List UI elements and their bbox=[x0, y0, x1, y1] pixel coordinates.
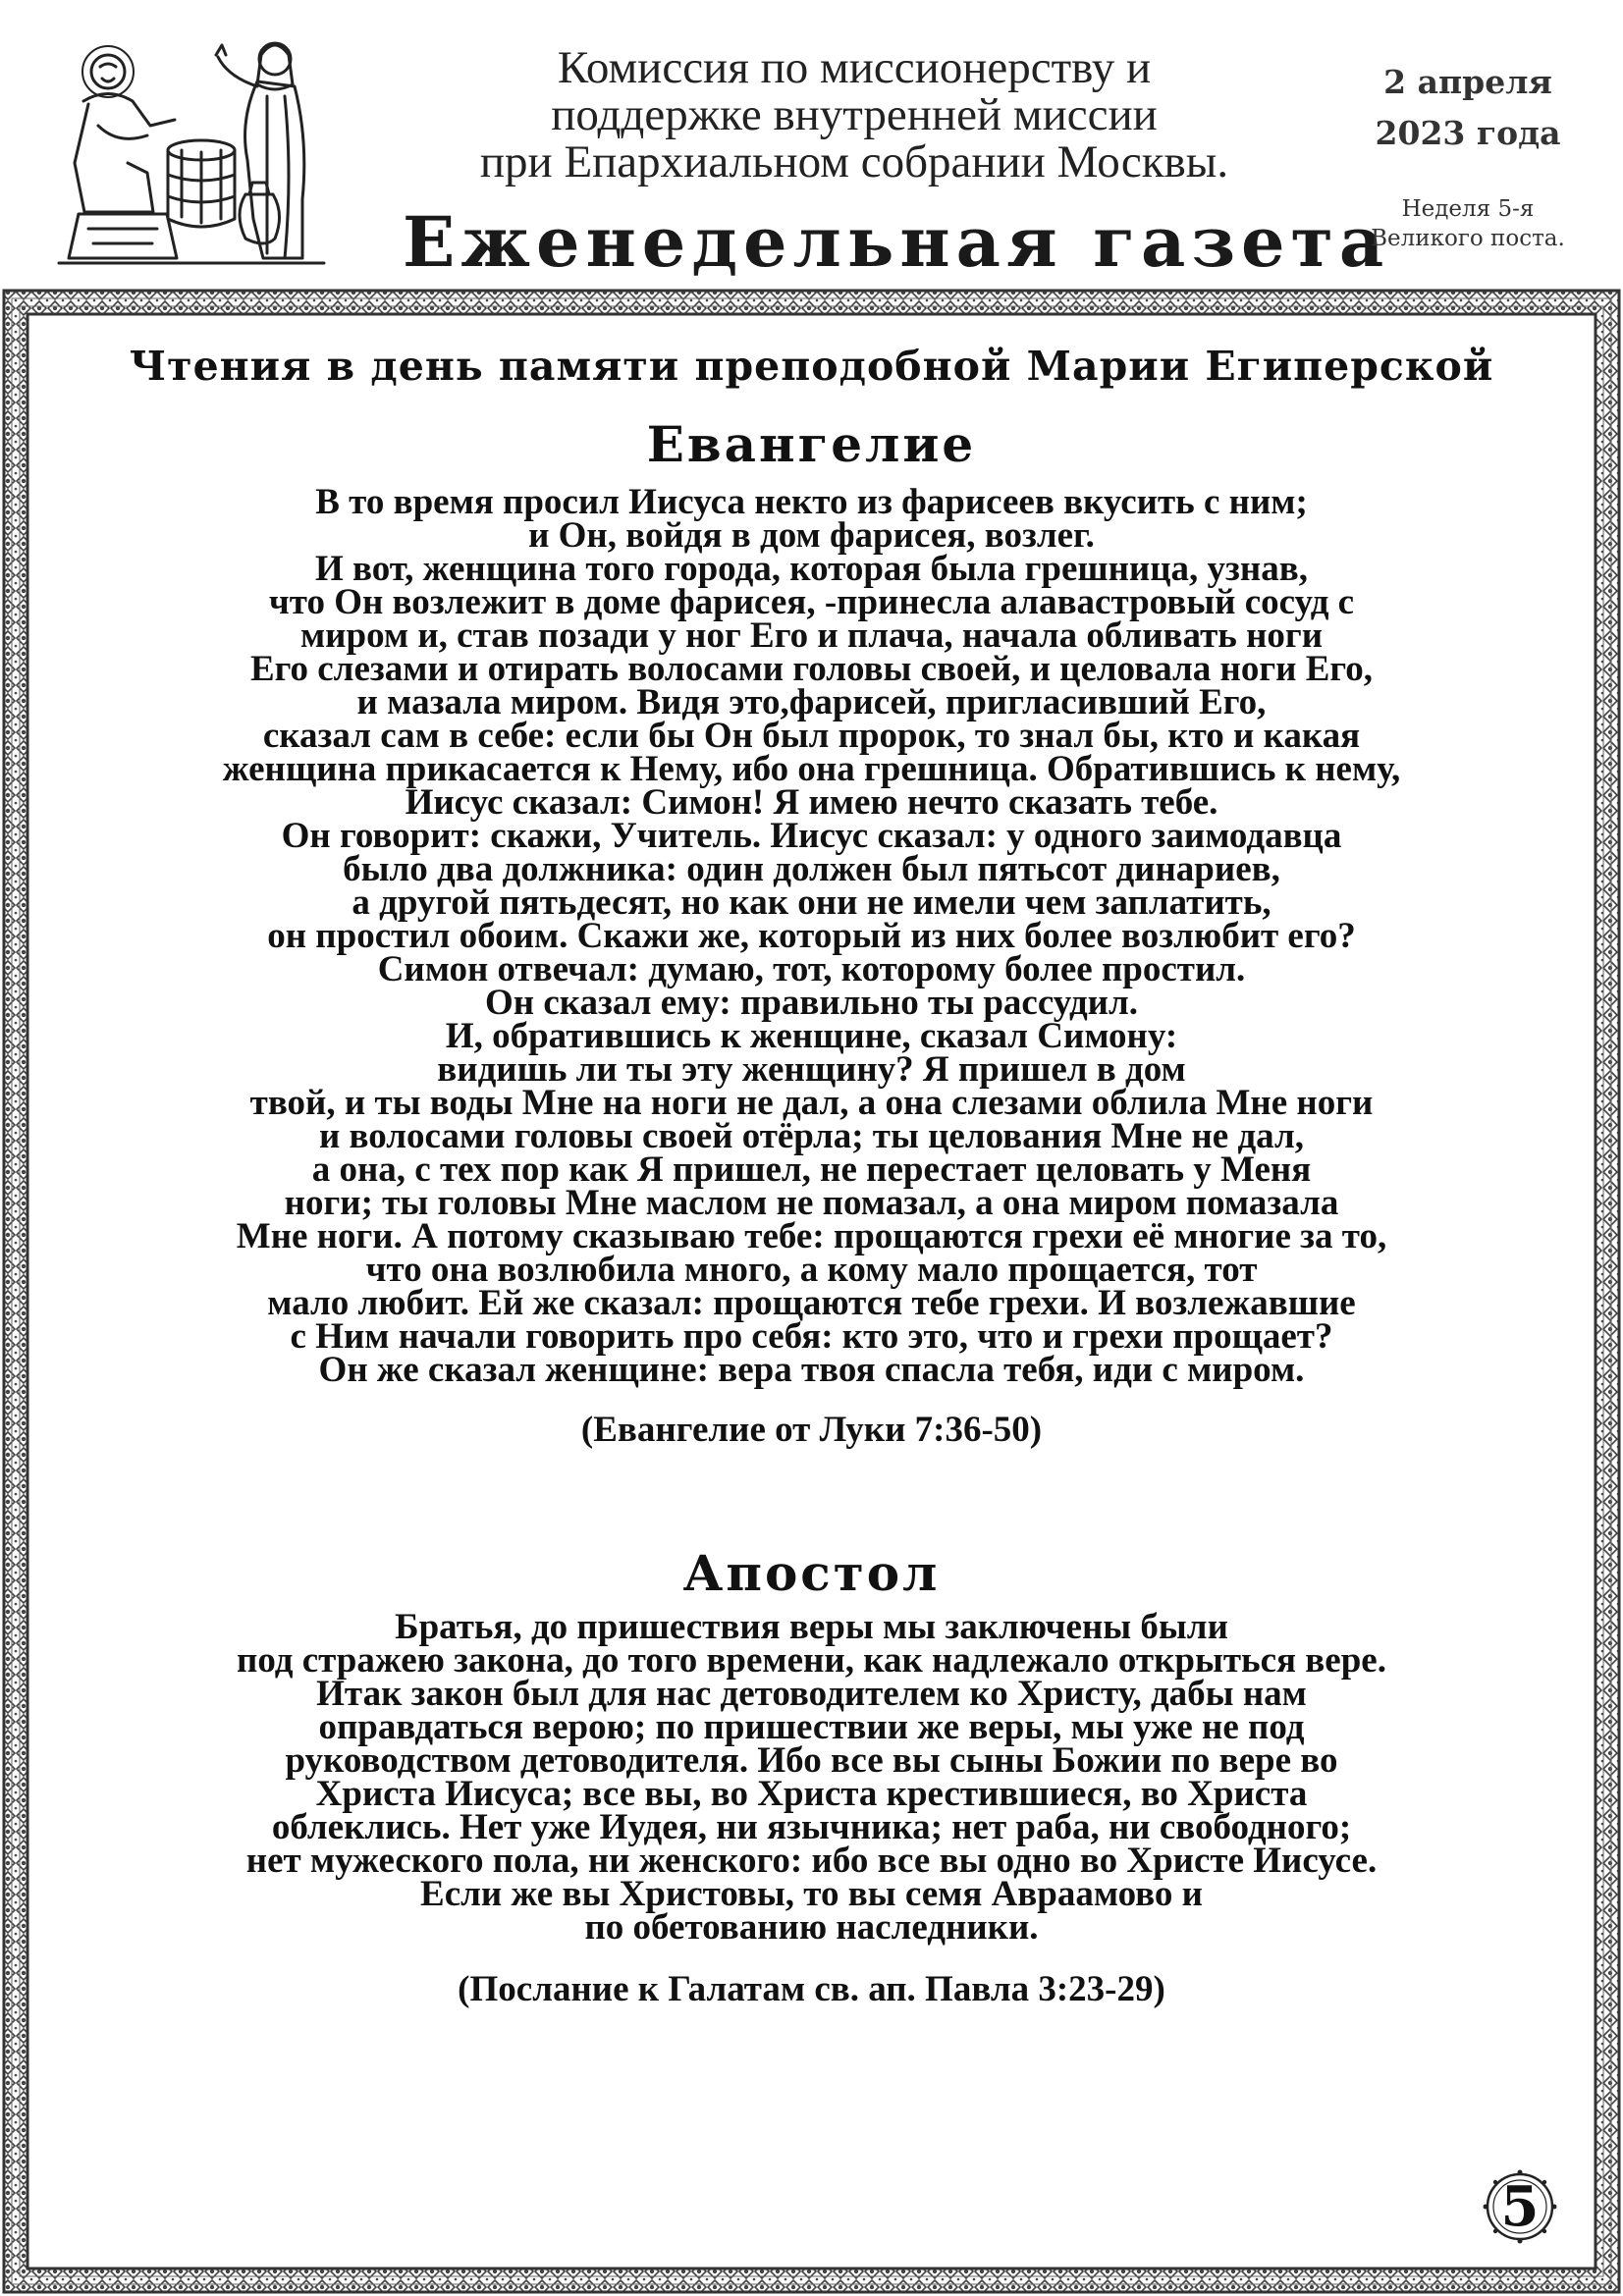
gospel-line: миром и, став позади у ног Его и плача, начала обливать ноги bbox=[299, 615, 1324, 656]
gospel-line: и волосами головы своей отёрла; ты целования Мне не дал, bbox=[318, 1116, 1305, 1156]
gospel-line: сказал сам в себе: если бы Он был пророк, то знал бы, кто и какая bbox=[262, 716, 1361, 756]
readings-content bbox=[39, 339, 1584, 2011]
apostle-text bbox=[39, 1607, 1584, 1948]
gospel-line: что Он возлежит в доме фарисея, -принесла алавастровый сосуд с bbox=[268, 582, 1355, 622]
gospel-line: В то время просил Иисуса некто из фарисеев вкусить с ним; bbox=[315, 482, 1308, 522]
gospel-line: Он же сказал женщине: вера твоя спасла тебя, иди с миром. bbox=[318, 1350, 1305, 1390]
gospel-line: и Он, войдя в дом фарисея, возлег. bbox=[528, 515, 1095, 556]
gospel-line: Симон отвечал: думаю, тот, которому более простил. bbox=[377, 949, 1246, 989]
apostle-citation: (Послание к Галатам св. ап. Павла 3:23-29) bbox=[458, 1969, 1165, 2009]
apostle-line: по обетованию наследники. bbox=[584, 1907, 1039, 1948]
gospel-line: с Ним начали говорить про себя: кто это, что и грехи прощает? bbox=[290, 1316, 1333, 1357]
commission-line: поддержке внутренней миссии bbox=[551, 89, 1158, 140]
apostle-line: под стражею закона, до того времени, как надлежало открыться вере. bbox=[237, 1640, 1386, 1681]
newspaper-title: Еженедельная газета bbox=[403, 201, 1390, 283]
apostle-line: Если же вы Христовы, то вы семя Авраамово и bbox=[420, 1874, 1203, 1914]
newspaper-header bbox=[0, 0, 1623, 285]
gospel-line: а другой пятьдесят, но как они не имели чем заплатить, bbox=[352, 882, 1271, 923]
commission-name bbox=[412, 44, 1296, 186]
gospel-line: Он сказал ему: правильно ты рассудил. bbox=[485, 983, 1138, 1023]
gospel-line: было два должника: один должен был пятьсот динариев, bbox=[343, 849, 1280, 889]
apostle-line: облеклись. Нет уже Иудея, ни язычника; нет раба, ни свободного; bbox=[271, 1807, 1352, 1847]
gospel-line: видишь ли ты эту женщину? Я пришел в дом bbox=[437, 1049, 1186, 1090]
gospel-citation: (Евангелие от Луки 7:36-50) bbox=[580, 1410, 1043, 1450]
gospel-line: Мне ноги. А потому сказываю тебе: прощаются грехи её многие за то, bbox=[236, 1216, 1387, 1256]
gospel-line: он простил обоим. Скажи же, который из них более возлюбит его? bbox=[267, 916, 1356, 956]
commission-line: Комиссия по миссионерству и bbox=[557, 42, 1152, 93]
gospel-line: И, обратившись к женщине, сказал Симону: bbox=[445, 1016, 1178, 1056]
gospel-line: и мазала миром. Видя это,фарисей, пригласивший Его, bbox=[356, 682, 1267, 722]
page-number bbox=[1483, 2169, 1557, 2244]
page-number-value: 5 bbox=[1500, 2174, 1540, 2239]
date-day: 2 апреля bbox=[1383, 63, 1552, 101]
gospel-line: ноги; ты головы Мне маслом не помазал, а она миром помазала bbox=[284, 1183, 1339, 1223]
apostle-line: оправдаться верою; по пришествии же веры, мы уже не под bbox=[318, 1707, 1305, 1747]
apostle-line: руководством детоводителя. Ибо все вы сыны Божии по вере во bbox=[285, 1740, 1338, 1781]
apostle-heading: Апостол bbox=[682, 1544, 941, 1602]
gospel-line: мало любит. Ей же сказал: прощаются тебе грехи. И возлежавшие bbox=[267, 1283, 1356, 1323]
gospel-line: а она, с тех пор как Я пришел, не перестает целовать у Меня bbox=[311, 1149, 1312, 1190]
week-line: Великого поста. bbox=[1371, 226, 1565, 251]
gospel-text bbox=[39, 482, 1584, 1390]
gospel-line: Иисус сказал: Симон! Я имею нечто сказать тебе. bbox=[405, 782, 1218, 823]
week-line: Неделя 5-я bbox=[1401, 196, 1535, 222]
christ-and-samaritan-woman-icon bbox=[39, 27, 334, 273]
gospel-heading: Евангелие bbox=[646, 415, 977, 473]
apostle-line: Итак закон был для нас детоводителем ко Христу, дабы нам bbox=[316, 1674, 1307, 1714]
issue-date bbox=[1345, 57, 1591, 159]
gospel-line: Он говорит: скажи, Учитель. Иисус сказал: у одного заимодавца bbox=[281, 816, 1342, 856]
liturgical-week bbox=[1325, 194, 1610, 253]
apostle-line: нет мужеского пола, ни женского: ибо все вы одно во Христе Иисусе. bbox=[245, 1841, 1378, 1881]
apostle-line: Христа Иисуса; все вы, во Христа крестившиеся, во Христа bbox=[315, 1774, 1308, 1814]
gospel-line: Его слезами и отирать волосами головы своей, и целовала ноги Его, bbox=[249, 649, 1374, 689]
gospel-line: твой, и ты воды Мне на ноги не дал, а она слезами облила Мне ноги bbox=[249, 1083, 1374, 1123]
date-year: 2023 года bbox=[1375, 114, 1561, 152]
gospel-line: что она возлюбила много, а кому мало прощается, тот bbox=[365, 1250, 1258, 1290]
gospel-line: И вот, женщина того города, которая была грешница, узнав, bbox=[315, 549, 1308, 589]
gospel-line: женщина прикасается к Нему, ибо она грешница. Обратившись к нему, bbox=[222, 749, 1401, 789]
commission-line: при Епархиальном собрании Москвы. bbox=[479, 136, 1229, 187]
reading-title: Чтения в день памяти преподобной Марии Египерской bbox=[129, 343, 1494, 390]
apostle-line: Братья, до пришествия веры мы заключены были bbox=[395, 1607, 1228, 1647]
